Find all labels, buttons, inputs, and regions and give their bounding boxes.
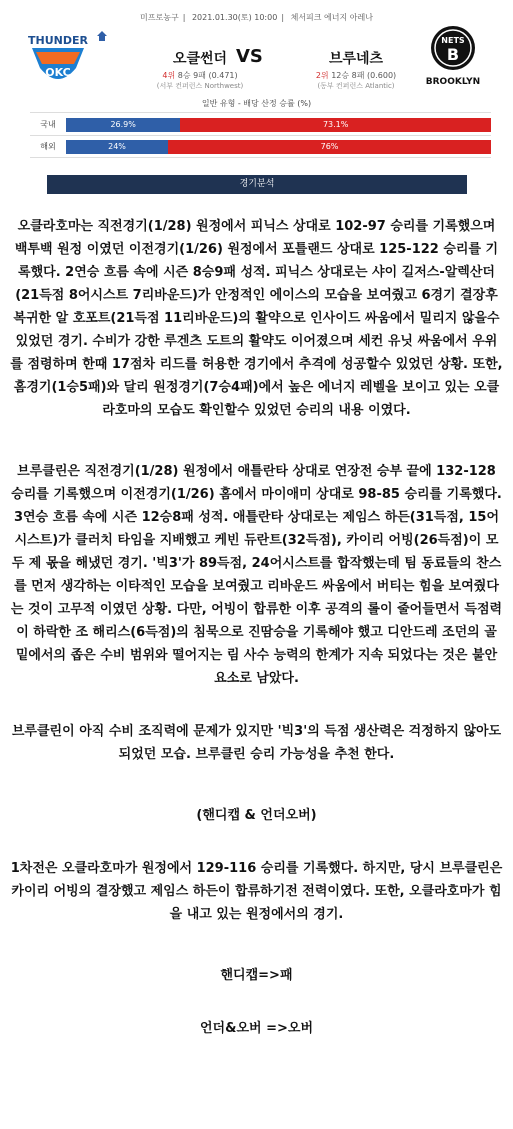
paragraph-okc: 오클라호마는 직전경기(1/28) 원정에서 피닉스 상대로 102-97 승리를 기록했으며 백투백 원정 이였던 이전경기(1/26) 원정에서 포틀랜드 상대로 125-122 승리를 기록했다. 2연승 흐름 속에 시즌 8승9패 성적. 피닉스 상대로는 샤이 길저스-알렉산더(21득점 8어시스트 7리바운드)가 안정적인 에이스의 모습을 보여줬고 6경기 결장후 복귀한 알 호포트(21득점 11리바운드)의 활약으로 인사이드 싸움에서 밀리지 않을수 있었던 경기. 수비가 강한 루겐츠 도트의 활약도 이어졌으며 세컨 유닛 싸움에서 우위를 점령하며 한때 17점차 리드를 허용한 경기에서 추격에 성공할수 있었던 상황. 또한, 홈경기(1승5패)와 달리 원정경기(7승4패)에서 높은 에너지 레벨을 보이고 있는 오클라호마의 모습도 확인할수 있었던 승리의 내용 이였다. [10, 219, 503, 418]
home-record [130, 70, 270, 81]
away-record [286, 70, 426, 81]
match-meta: 미프로농구 | 2021.01.30(토) 10:00 | 체서피크 에너지 아레나 [140, 13, 373, 22]
paragraph-summary: 브루클린이 아직 수비 조직력에 문제가 있지만 '빅3'의 득점 생산력은 걱정하지 않아도 되었던 모습. 브루클린 승리 가능성을 추천 한다. [11, 724, 502, 762]
match-header [0, 0, 513, 110]
svg-text:B: B [446, 45, 460, 64]
home-rate: 24% [66, 140, 168, 154]
away-rank: 2위 [315, 71, 329, 80]
paragraph-brooklyn: 브루클린은 직전경기(1/28) 원정에서 애틀란타 상대로 연장전 승부 끝에 132-128 승리를 기록했으며 이전경기(1/26) 홈에서 마이애미 상대로 98-85 승리를 기록했다. 3연승 흐름 속에 시즌 12승8패 성적. 애틀란타 상대로는 제임스 하든(31득점, 15어시스트)가 클러치 타임을 지배했고 케빈 듀란트(32득점), 카이리 어빙(26득점)이 모두 제 몫을 해냈던 경기. '빅3'가 89득점, 24어시스트를 합작했는데 팀 동료들의 찬스를 먼저 생각하는 이타적인 모습을 보여줬고 리바운드 싸움에서 버티는 힘을 보여줬다는 것이 고무적 이였던 상황. 다만, 어빙이 합류한 이후 공격의 롤이 줄어들면서 득점력이 하락한 조 해리스(6득점)의 침묵으로 진땀승을 기록해야 했고 디안드레 조던의 골밑에서의 좁은 수비 범위와 떨어지는 림 사수 능력의 한계가 지속 되었다는 것은 불안요소로 남았다. [10, 464, 503, 686]
rate-bar [66, 140, 491, 154]
rate-title: 일반 유형 - 배당 산정 승률 (%) [201, 99, 312, 108]
home-icon [96, 30, 108, 42]
vs-label: VS [236, 46, 263, 67]
home-conference: (서부 컨퍼런스 Northwest) [156, 82, 244, 90]
away-rate: 76% [168, 140, 491, 154]
away-rate: 73.1% [180, 118, 491, 132]
divider [30, 157, 491, 158]
match-datetime: 2021.01.30(토) 10:00 [191, 13, 278, 22]
home-rate: 26.9% [66, 118, 180, 132]
away-record-text: 12승 8패 (0.600) [331, 71, 397, 80]
handicap-heading: (핸디캡 & 언더오버) [196, 808, 317, 823]
thunder-logo-text: THUNDER [28, 34, 88, 47]
divider [30, 112, 491, 113]
rate-label: 국내 [40, 120, 56, 129]
nets-logo [421, 22, 485, 90]
home-rank: 4위 [162, 71, 176, 80]
divider [30, 135, 491, 136]
away-team-name: 브루네츠 [328, 51, 384, 67]
league: 미프로농구 [140, 13, 179, 22]
nets-logo-text: NETS [441, 36, 465, 45]
thunder-logo [22, 24, 94, 96]
away-conference: (동부 컨퍼런스 Atlantic) [317, 82, 395, 90]
analysis-content [10, 215, 503, 1040]
rate-bar [66, 118, 491, 132]
rate-row-overseas [30, 140, 491, 154]
venue: 체서피크 에너지 아레나 [290, 13, 373, 22]
handicap-pick: 핸디캡=>패 [220, 968, 293, 983]
underover-pick: 언더&오버 =>오버 [200, 1021, 313, 1036]
brooklyn-logo-text: BROOKLYN [425, 77, 481, 87]
home-team-name: 오클썬더 [172, 51, 228, 67]
okc-logo-text: OKC [45, 66, 71, 79]
paragraph-first-match: 1차전은 오클라호마가 원정에서 129-116 승리를 기록했다. 하지만, 당시 브루클린은 카이리 어빙의 결장했고 제임스 하든이 합류하기전 전력이였다. 또한, 오클라호마가 힘을 내고 있는 원정에서의 경기. [10, 861, 503, 922]
analysis-banner: 경기분석 [47, 175, 467, 194]
rate-row-domestic [30, 118, 491, 132]
rate-label: 해외 [40, 142, 56, 151]
home-record-text: 8승 9패 (0.471) [177, 71, 238, 80]
